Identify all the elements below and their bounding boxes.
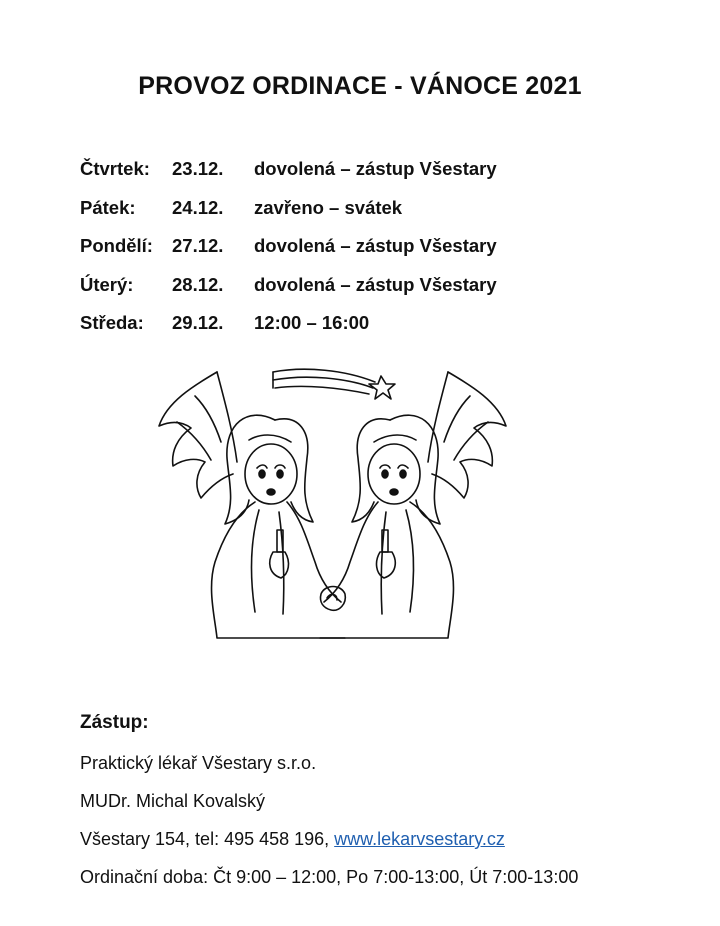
substitute-contact xyxy=(80,708,700,896)
address-line xyxy=(80,820,700,858)
left-angel-icon xyxy=(159,372,345,638)
website-link[interactable]: www.lekarvsestary.cz xyxy=(334,829,505,849)
angels-with-shooting-star-icon xyxy=(155,362,510,644)
schedule-row xyxy=(80,227,680,266)
office-hours: Ordinační doba: Čt 9:00 – 12:00, Po 7:00-13:00, Út 7:00-13:00 xyxy=(80,867,579,887)
shooting-star-icon xyxy=(273,369,395,399)
schedule-row xyxy=(80,266,680,305)
doctor-name: MUDr. Michal Kovalský xyxy=(80,791,266,811)
schedule-row xyxy=(80,304,680,343)
schedule-note: 12:00 – 16:00 xyxy=(254,312,370,334)
schedule-day: Čtvrtek: xyxy=(80,158,150,180)
schedule-note: dovolená – zástup Všestary xyxy=(254,235,497,257)
schedule-note: dovolená – zástup Všestary xyxy=(254,273,497,295)
address-text: Všestary 154, tel: 495 458 196, xyxy=(80,829,335,849)
schedule-row xyxy=(80,150,680,189)
right-angel-icon xyxy=(320,372,506,638)
schedule-date: 28.12. xyxy=(172,273,224,295)
practice-name: Praktický lékař Všestary s.r.o. xyxy=(80,753,317,773)
page-title: PROVOZ ORDINACE - VÁNOCE 2021 xyxy=(138,72,582,100)
schedule-date: 23.12. xyxy=(172,158,224,180)
holiday-schedule xyxy=(80,150,680,343)
schedule-date: 27.12. xyxy=(172,235,224,257)
schedule-day: Středa: xyxy=(80,312,144,334)
contact-heading: Zástup: xyxy=(80,712,149,733)
schedule-day: Pondělí: xyxy=(80,235,153,257)
schedule-note: zavřeno – svátek xyxy=(254,196,403,218)
schedule-note: dovolená – zástup Všestary xyxy=(254,158,497,180)
schedule-day: Úterý: xyxy=(80,273,134,295)
schedule-date: 29.12. xyxy=(172,312,224,334)
schedule-row xyxy=(80,189,680,228)
schedule-date: 24.12. xyxy=(172,196,224,218)
schedule-day: Pátek: xyxy=(80,196,136,218)
